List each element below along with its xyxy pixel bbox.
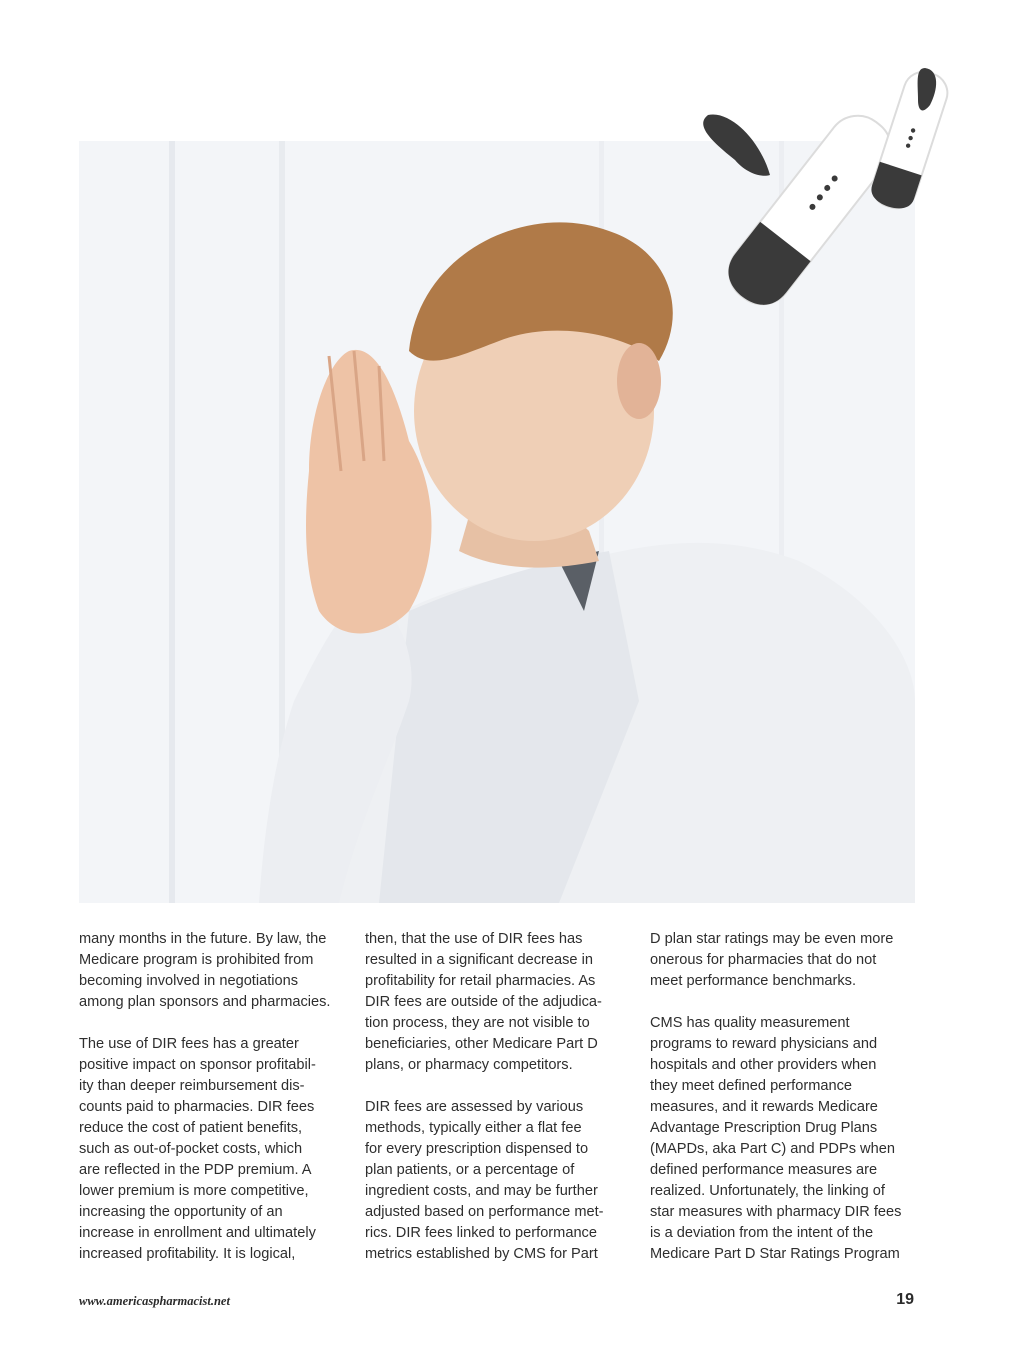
page-number: 19 — [896, 1291, 914, 1308]
paragraph: many months in the future. By law, the Medicare program is prohibited from becoming involved in negotiations among plan sponsors and pharmacies. — [79, 931, 331, 1010]
text-column-1 — [79, 929, 357, 1265]
paragraph: D plan star ratings may be even more onerous for pharmacies that do not meet performance benchmarks. — [650, 931, 894, 989]
footer-url[interactable]: www.americaspharmacist.net — [79, 1294, 230, 1308]
paragraph: CMS has quality measurement programs to reward physicians and hospitals and other providers when they meet defined performance measures, and it rewards Medicare Advantage Prescription Drug Plans (MAPDs, aka Part C) and PDPs when defined performance measures are realized. Unfortunately, the linking of star measures with pharmacy DIR fees is a deviation from the intent of the Medicare Part D Star Ratings Program — [650, 1015, 902, 1262]
text-column-2 — [365, 929, 643, 1265]
text-column-3 — [650, 929, 928, 1265]
paragraph: The use of DIR fees has a greater positive impact on sponsor profitabil- ity than deeper reimbursement dis- counts paid to pharmacies. DIR fees reduce the cost of patient benefits, such as out-of-pocket costs, which are reflected in the PDP premium. A lower premium is more competitive, increasing the opportunity of an increase in enrollment and ultimately increased profitability. It is logical, — [79, 1036, 316, 1262]
paragraph: DIR fees are assessed by various methods, typically either a flat fee for every prescription dispensed to plan patients, or a percentage of ingredient costs, and may be further adjusted based on performance met- rics. DIR fees linked to performance metrics established by CMS for Part — [365, 1099, 604, 1262]
pills-icon — [690, 60, 950, 330]
paragraph: then, that the use of DIR fees has resulted in a significant decrease in profitability for retail pharmacies. As DIR fees are outside of the adjudica- tion process, they are not visible to beneficiaries, other Medicare Part D plans, or pharmacy competitors. — [365, 931, 602, 1073]
